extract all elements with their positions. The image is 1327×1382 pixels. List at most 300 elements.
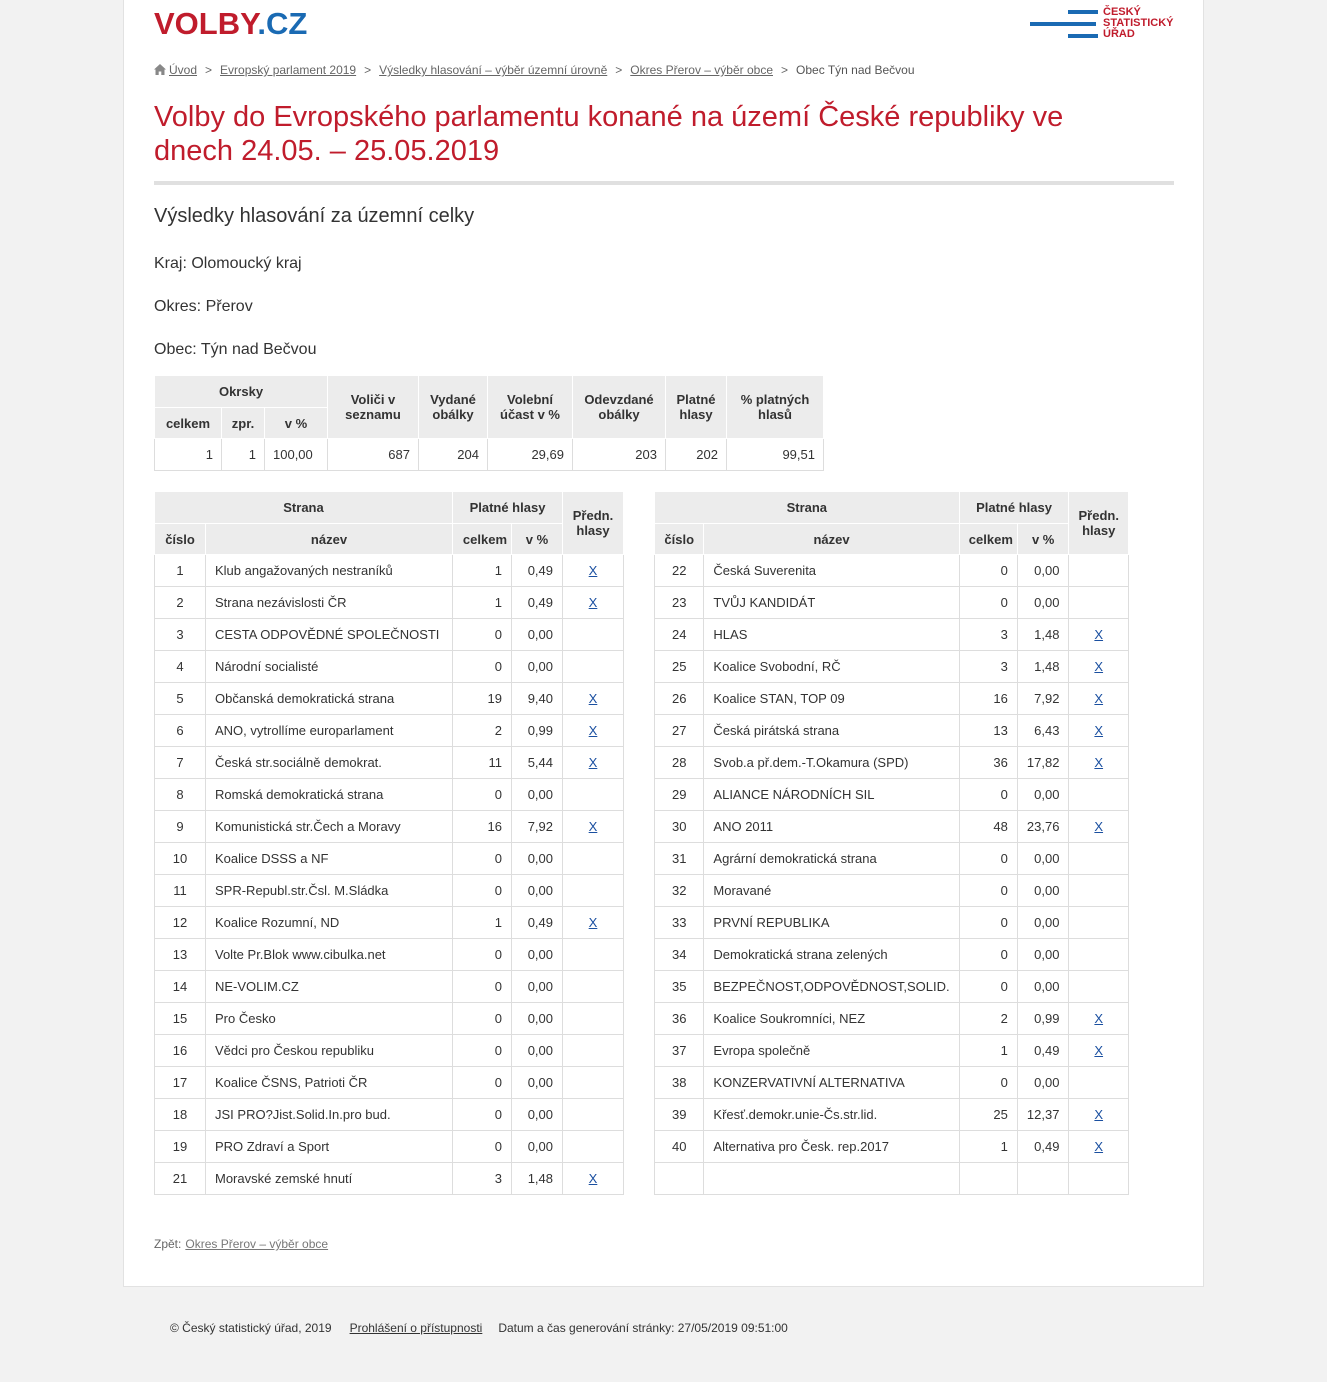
party-pct: 12,37 <box>1017 1099 1069 1131</box>
party-number: 4 <box>155 651 206 683</box>
party-pct: 0,00 <box>512 1035 563 1067</box>
table-row <box>155 683 624 715</box>
footer-accessibility-link[interactable]: Prohlášení o přístupnosti <box>349 1321 483 1335</box>
party-name: NE-VOLIM.CZ <box>206 971 453 1003</box>
footer <box>170 1321 788 1335</box>
header-zpr: zpr. <box>222 408 265 439</box>
party-votes: 0 <box>959 843 1017 875</box>
party-number: 25 <box>655 651 704 683</box>
party-preferential <box>563 651 624 683</box>
party-name: ANO, vytrollíme europarlament <box>206 715 453 747</box>
party-preferential <box>563 1131 624 1163</box>
party-votes: 0 <box>453 1003 512 1035</box>
table-row <box>155 843 624 875</box>
breadcrumb-ep2019[interactable]: Evropský parlament 2019 <box>220 63 357 77</box>
party-name: Demokratická strana zelených <box>704 939 959 971</box>
party-number: 11 <box>155 875 206 907</box>
home-icon <box>154 64 166 75</box>
party-name: Česká str.sociálně demokrat. <box>206 747 453 779</box>
party-preferential <box>563 747 624 779</box>
table-row <box>155 651 624 683</box>
party-name: JSI PRO?Jist.Solid.In.pro bud. <box>206 1099 453 1131</box>
party-pct: 0,00 <box>512 875 563 907</box>
summary-table <box>154 375 824 471</box>
party-preferential <box>1069 1035 1129 1067</box>
party-number: 22 <box>655 555 704 587</box>
table-row <box>655 907 1129 939</box>
table-row <box>655 619 1129 651</box>
party-number: 18 <box>155 1099 206 1131</box>
party-number: 8 <box>155 779 206 811</box>
party-preferential <box>1069 747 1129 779</box>
party-pct: 0,00 <box>1017 907 1069 939</box>
csu-line: ÚŘAD <box>1103 28 1135 40</box>
header-platne-hlasy: Platné hlasy <box>453 492 563 524</box>
party-preferential <box>1069 1099 1129 1131</box>
party-preferential <box>563 875 624 907</box>
party-number: 13 <box>155 939 206 971</box>
party-votes: 0 <box>453 875 512 907</box>
party-number: 15 <box>155 1003 206 1035</box>
party-preferential <box>563 1035 624 1067</box>
party-votes: 0 <box>453 1099 512 1131</box>
party-preferential <box>1069 683 1129 715</box>
table-row <box>155 939 624 971</box>
party-name: Alternativa pro Česk. rep.2017 <box>704 1131 959 1163</box>
preferential-votes-link[interactable]: X <box>1094 1139 1104 1154</box>
page-title: Volby do Evropského parlamentu konané na území České republiky ve dnech 24.05. – 25.05.2019 <box>154 101 1064 167</box>
party-preferential <box>563 843 624 875</box>
back-label: Zpět: <box>154 1237 182 1251</box>
logo-text-cz: .CZ <box>257 6 308 41</box>
breadcrumb-current: Obec Týn nad Bečvou <box>796 63 915 77</box>
party-preferential <box>1069 779 1129 811</box>
back-nav <box>154 1237 328 1251</box>
party-pct: 23,76 <box>1017 811 1069 843</box>
party-pct: 0,00 <box>1017 843 1069 875</box>
preferential-votes-link[interactable]: X <box>588 915 598 930</box>
party-name: ALIANCE NÁRODNÍCH SIL <box>704 779 959 811</box>
preferential-votes-link[interactable]: X <box>588 595 598 610</box>
party-preferential <box>563 619 624 651</box>
party-votes: 1 <box>959 1131 1017 1163</box>
party-pct: 0,00 <box>512 1003 563 1035</box>
volby-logo[interactable] <box>154 6 307 42</box>
csu-line: STATISTICKÝ <box>1103 17 1174 29</box>
party-preferential <box>1069 939 1129 971</box>
table-row <box>655 1131 1129 1163</box>
preferential-votes-link[interactable]: X <box>588 563 598 578</box>
party-results-table-left <box>154 491 624 1195</box>
party-name: Koalice Soukromníci, NEZ <box>704 1003 959 1035</box>
preferential-votes-link[interactable]: X <box>1094 627 1104 642</box>
party-name: Volte Pr.Blok www.cibulka.net <box>206 939 453 971</box>
party-number: 6 <box>155 715 206 747</box>
party-name: Česká Suverenita <box>704 555 959 587</box>
party-rows-left <box>155 555 624 1195</box>
table-row <box>155 971 624 1003</box>
party-number: 16 <box>155 1035 206 1067</box>
table-row <box>655 715 1129 747</box>
table-row <box>155 875 624 907</box>
party-pct: 0,00 <box>1017 587 1069 619</box>
table-row <box>655 875 1129 907</box>
breadcrumb-home[interactable]: Úvod <box>169 63 198 77</box>
party-name: Koalice DSSS a NF <box>206 843 453 875</box>
party-number: 17 <box>155 1067 206 1099</box>
party-pct: 0,49 <box>1017 1035 1069 1067</box>
party-votes: 2 <box>453 715 512 747</box>
header-platne-hlasy: Platné hlasy <box>959 492 1069 524</box>
party-name: Koalice ČSNS, Patrioti ČR <box>206 1067 453 1099</box>
header-platne: Platné hlasy <box>666 376 727 439</box>
party-number: 34 <box>655 939 704 971</box>
party-number: 33 <box>655 907 704 939</box>
party-preferential <box>1069 1067 1129 1099</box>
party-results-table-right <box>654 491 1129 1195</box>
party-name: Koalice Svobodní, RČ <box>704 651 959 683</box>
party-pct: 0,00 <box>512 1099 563 1131</box>
party-votes: 0 <box>453 779 512 811</box>
table-row <box>155 779 624 811</box>
table-row <box>155 811 624 843</box>
party-votes: 0 <box>453 619 512 651</box>
table-row <box>155 587 624 619</box>
preferential-votes-link[interactable]: X <box>1094 691 1104 706</box>
party-pct: 7,92 <box>1017 683 1069 715</box>
preferential-votes-link[interactable]: X <box>1094 723 1104 738</box>
table-row <box>155 1131 624 1163</box>
summary-okrsky-pct: 100,00 <box>265 439 328 471</box>
table-row <box>155 1163 624 1195</box>
party-pct: 0,49 <box>512 587 563 619</box>
header-vydane: Vydané obálky <box>419 376 488 439</box>
preferential-votes-link[interactable]: X <box>588 819 598 834</box>
party-votes: 25 <box>959 1099 1017 1131</box>
party-name: BEZPEČNOST,ODPOVĚDNOST,SOLID. <box>704 971 959 1003</box>
party-name: TVŮJ KANDIDÁT <box>704 587 959 619</box>
party-pct: 9,40 <box>512 683 563 715</box>
footer-copyright: © Český statistický úřad, 2019 <box>170 1321 332 1335</box>
party-pct: 0,00 <box>1017 875 1069 907</box>
party-preferential <box>1069 619 1129 651</box>
party-name: CESTA ODPOVĚDNÉ SPOLEČNOSTI <box>206 619 453 651</box>
csu-logo-bar <box>1068 10 1098 14</box>
party-pct: 0,00 <box>1017 939 1069 971</box>
party-pct: 0,99 <box>512 715 563 747</box>
party-preferential <box>563 907 624 939</box>
empty-cell <box>1069 1163 1129 1195</box>
party-name: Moravské zemské hnutí <box>206 1163 453 1195</box>
party-preferential <box>563 1099 624 1131</box>
party-name: Vědci pro Českou republiku <box>206 1035 453 1067</box>
party-name: Klub angažovaných nestraníků <box>206 555 453 587</box>
header-strana: Strana <box>155 492 453 524</box>
party-preferential <box>563 1163 624 1195</box>
table-row <box>655 1035 1129 1067</box>
party-name: Koalice STAN, TOP 09 <box>704 683 959 715</box>
header-okrsky: Okrsky <box>155 376 328 408</box>
party-number: 38 <box>655 1067 704 1099</box>
party-pct: 1,48 <box>1017 619 1069 651</box>
party-votes: 0 <box>453 843 512 875</box>
table-row <box>155 1003 624 1035</box>
party-votes: 1 <box>453 587 512 619</box>
party-preferential <box>1069 587 1129 619</box>
back-link[interactable]: Okres Přerov – výběr obce <box>185 1237 329 1251</box>
party-preferential <box>563 683 624 715</box>
preferential-votes-link[interactable]: X <box>588 691 598 706</box>
header-volici: Voliči v seznamu <box>328 376 419 439</box>
table-row <box>655 555 1129 587</box>
summary-odevzdane: 203 <box>573 439 666 471</box>
party-preferential <box>563 715 624 747</box>
party-pct: 0,00 <box>512 651 563 683</box>
party-name: Moravané <box>704 875 959 907</box>
summary-ucast: 29,69 <box>488 439 573 471</box>
party-votes: 36 <box>959 747 1017 779</box>
party-pct: 0,00 <box>512 1067 563 1099</box>
preferential-votes-link[interactable]: X <box>588 755 598 770</box>
party-name: ANO 2011 <box>704 811 959 843</box>
party-rows-right <box>655 555 1129 1195</box>
empty-cell <box>655 1163 704 1195</box>
party-preferential <box>1069 715 1129 747</box>
header-ucast: Volební účast v % <box>488 376 573 439</box>
preferential-votes-link[interactable]: X <box>1094 1107 1104 1122</box>
party-pct: 6,43 <box>1017 715 1069 747</box>
summary-vydane: 204 <box>419 439 488 471</box>
summary-okrsky-celkem: 1 <box>155 439 222 471</box>
party-number: 14 <box>155 971 206 1003</box>
party-votes: 0 <box>959 1067 1017 1099</box>
summary-row <box>155 439 824 471</box>
party-number: 24 <box>655 619 704 651</box>
breadcrumb-separator: > <box>205 63 213 77</box>
party-preferential <box>563 811 624 843</box>
breadcrumb-okres[interactable]: Okres Přerov – výběr obce <box>630 63 773 77</box>
header-vpct: v % <box>265 408 328 439</box>
party-votes: 0 <box>453 939 512 971</box>
party-number: 30 <box>655 811 704 843</box>
party-votes: 3 <box>959 619 1017 651</box>
preferential-votes-link[interactable]: X <box>588 723 598 738</box>
party-votes: 19 <box>453 683 512 715</box>
table-row <box>155 1035 624 1067</box>
preferential-votes-link[interactable]: X <box>1094 819 1104 834</box>
csu-logo-text <box>1103 7 1173 40</box>
party-pct: 0,00 <box>1017 1067 1069 1099</box>
party-number: 27 <box>655 715 704 747</box>
party-votes: 0 <box>959 907 1017 939</box>
party-pct: 17,82 <box>1017 747 1069 779</box>
party-name: Strana nezávislosti ČR <box>206 587 453 619</box>
party-name: Komunistická str.Čech a Moravy <box>206 811 453 843</box>
party-name: Romská demokratická strana <box>206 779 453 811</box>
party-pct: 0,49 <box>512 555 563 587</box>
party-votes: 0 <box>959 939 1017 971</box>
party-number: 26 <box>655 683 704 715</box>
csu-logo[interactable] <box>1030 8 1180 46</box>
party-number: 3 <box>155 619 206 651</box>
party-pct: 0,00 <box>1017 555 1069 587</box>
preferential-votes-link[interactable]: X <box>1094 1043 1104 1058</box>
party-votes: 1 <box>959 1035 1017 1067</box>
table-row <box>655 651 1129 683</box>
party-name: Evropa společně <box>704 1035 959 1067</box>
party-votes: 11 <box>453 747 512 779</box>
party-preferential <box>1069 907 1129 939</box>
party-number: 12 <box>155 907 206 939</box>
party-pct: 7,92 <box>512 811 563 843</box>
footer-generated: Datum a čas generování stránky: 27/05/2019 09:51:00 <box>498 1321 788 1335</box>
table-row <box>655 1003 1129 1035</box>
party-preferential <box>563 1003 624 1035</box>
party-number: 10 <box>155 843 206 875</box>
preferential-votes-link[interactable]: X <box>588 1171 598 1186</box>
header-cislo: číslo <box>155 524 206 555</box>
party-votes: 2 <box>959 1003 1017 1035</box>
table-row <box>655 939 1129 971</box>
party-name: Národní socialisté <box>206 651 453 683</box>
header-strana: Strana <box>655 492 960 524</box>
party-votes: 1 <box>453 555 512 587</box>
table-row <box>655 779 1129 811</box>
okres-label: Okres: Přerov <box>154 298 253 315</box>
preferential-votes-link[interactable]: X <box>1094 755 1104 770</box>
party-number: 37 <box>655 1035 704 1067</box>
page-container <box>123 0 1204 1287</box>
header-vpct: v % <box>512 524 563 555</box>
csu-logo-bar <box>1068 34 1098 38</box>
table-row <box>655 1163 1129 1195</box>
party-number: 28 <box>655 747 704 779</box>
party-preferential <box>1069 971 1129 1003</box>
party-votes: 0 <box>959 779 1017 811</box>
party-name: Křesť.demokr.unie-Čs.str.lid. <box>704 1099 959 1131</box>
party-pct: 0,00 <box>512 843 563 875</box>
summary-okrsky-zpr: 1 <box>222 439 265 471</box>
party-votes: 0 <box>453 651 512 683</box>
party-number: 29 <box>655 779 704 811</box>
party-pct: 0,99 <box>1017 1003 1069 1035</box>
empty-cell <box>704 1163 959 1195</box>
party-name: PRVNÍ REPUBLIKA <box>704 907 959 939</box>
header-predn: Předn. hlasy <box>563 492 624 555</box>
party-name: Občanská demokratická strana <box>206 683 453 715</box>
party-name: SPR-Republ.str.Čsl. M.Sládka <box>206 875 453 907</box>
logo-text-volby: VOLBY <box>154 6 258 41</box>
party-pct: 0,00 <box>512 779 563 811</box>
party-votes: 0 <box>453 1131 512 1163</box>
table-row <box>655 683 1129 715</box>
empty-cell <box>959 1163 1017 1195</box>
party-name: HLAS <box>704 619 959 651</box>
table-row <box>155 1099 624 1131</box>
breadcrumb-separator: > <box>615 63 623 77</box>
table-row <box>655 843 1129 875</box>
header-predn: Předn. hlasy <box>1069 492 1129 555</box>
breadcrumb-separator: > <box>781 63 789 77</box>
header-celkem: celkem <box>959 524 1017 555</box>
party-preferential <box>1069 555 1129 587</box>
table-row <box>155 555 624 587</box>
party-preferential <box>563 939 624 971</box>
section-title: Výsledky hlasování za územní celky <box>154 205 475 227</box>
table-row <box>655 1067 1129 1099</box>
party-preferential <box>563 779 624 811</box>
party-preferential <box>563 587 624 619</box>
header-celkem: celkem <box>155 408 222 439</box>
party-number: 2 <box>155 587 206 619</box>
party-name: Svob.a př.dem.-T.Okamura (SPD) <box>704 747 959 779</box>
party-preferential <box>1069 811 1129 843</box>
title-divider <box>154 181 1174 185</box>
table-row <box>155 715 624 747</box>
table-row <box>155 907 624 939</box>
empty-cell <box>1017 1163 1069 1195</box>
party-name: PRO Zdraví a Sport <box>206 1131 453 1163</box>
header-nazev: název <box>206 524 453 555</box>
party-number: 9 <box>155 811 206 843</box>
party-preferential <box>1069 843 1129 875</box>
party-votes: 16 <box>959 683 1017 715</box>
party-preferential <box>563 971 624 1003</box>
party-number: 1 <box>155 555 206 587</box>
party-number: 35 <box>655 971 704 1003</box>
preferential-votes-link[interactable]: X <box>1094 659 1104 674</box>
table-row <box>655 747 1129 779</box>
party-name: Pro Česko <box>206 1003 453 1035</box>
party-votes: 16 <box>453 811 512 843</box>
party-number: 21 <box>155 1163 206 1195</box>
breadcrumb-separator: > <box>364 63 372 77</box>
party-votes: 13 <box>959 715 1017 747</box>
party-preferential <box>1069 1131 1129 1163</box>
csu-logo-bar <box>1030 22 1096 26</box>
party-votes: 0 <box>959 875 1017 907</box>
party-preferential <box>563 1067 624 1099</box>
csu-line: ČESKÝ <box>1103 6 1141 18</box>
table-row <box>655 587 1129 619</box>
party-votes: 0 <box>959 587 1017 619</box>
party-preferential <box>1069 875 1129 907</box>
breadcrumb <box>154 63 915 77</box>
obec-label: Obec: Týn nad Bečvou <box>154 341 317 358</box>
header-odevzdane: Odevzdané obálky <box>573 376 666 439</box>
party-number: 40 <box>655 1131 704 1163</box>
table-row <box>155 747 624 779</box>
party-votes: 0 <box>959 555 1017 587</box>
party-votes: 3 <box>453 1163 512 1195</box>
party-name: Česká pirátská strana <box>704 715 959 747</box>
table-row <box>655 811 1129 843</box>
party-pct: 0,00 <box>1017 779 1069 811</box>
summary-pct-platnych: 99,51 <box>727 439 824 471</box>
party-number: 5 <box>155 683 206 715</box>
breadcrumb-vysledky[interactable]: Výsledky hlasování – výběr územní úrovně <box>379 63 608 77</box>
preferential-votes-link[interactable]: X <box>1094 1011 1104 1026</box>
party-pct: 1,48 <box>1017 651 1069 683</box>
party-pct: 0,49 <box>1017 1131 1069 1163</box>
table-row <box>155 1067 624 1099</box>
party-number: 19 <box>155 1131 206 1163</box>
party-name: KONZERVATIVNÍ ALTERNATIVA <box>704 1067 959 1099</box>
party-votes: 0 <box>959 971 1017 1003</box>
header-cislo: číslo <box>655 524 704 555</box>
party-pct: 5,44 <box>512 747 563 779</box>
party-number: 7 <box>155 747 206 779</box>
